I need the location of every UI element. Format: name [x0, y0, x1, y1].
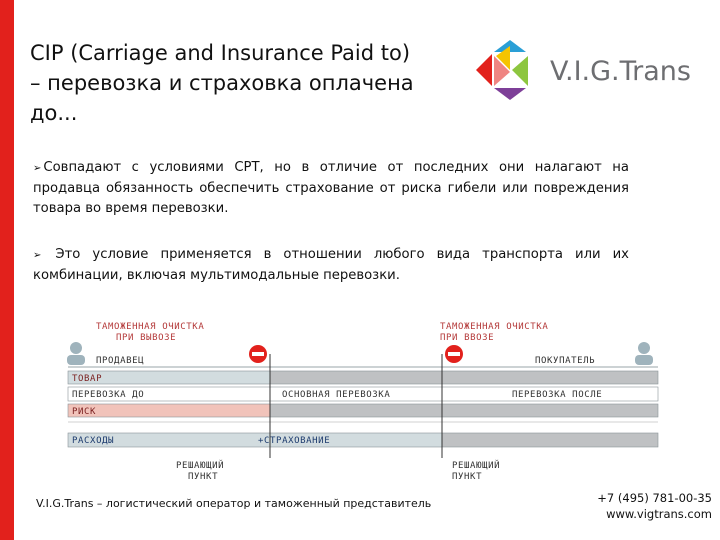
- costs-label: РАСХОДЫ: [72, 436, 115, 446]
- risk-label: РИСК: [72, 407, 97, 417]
- customs-export-marker-icon: [249, 345, 267, 363]
- risk-buyer-segment: [270, 404, 658, 417]
- customs-export-label-1: ТАМОЖЕННАЯ ОЧИСТКА: [96, 322, 205, 332]
- arrow-bullet-icon: ➢: [33, 163, 42, 174]
- title-line-3: до...: [30, 101, 78, 125]
- customs-export-label-2: ПРИ ВЫВОЗЕ: [116, 333, 177, 343]
- bullet-text-2: Это условие применяется в отношении любого вида транспорта или их комбинации, включая мультимодальные перевозки.: [33, 247, 629, 283]
- insurance-label: +СТРАХОВАНИЕ: [258, 436, 331, 446]
- customs-import-label-1: ТАМОЖЕННАЯ ОЧИСТКА: [440, 322, 549, 332]
- decision-point-right-1: РЕШАЮЩИЙ: [452, 461, 501, 471]
- logo-mark-icon: [470, 36, 550, 106]
- goods-label: ТОВАР: [72, 374, 103, 384]
- main-transport-label: ОСНОВНАЯ ПЕРЕВОЗКА: [282, 390, 391, 400]
- transport-after-label: ПЕРЕВОЗКА ПОСЛЕ: [512, 390, 603, 400]
- footer-phone: +7 (495) 781-00-35: [597, 491, 712, 505]
- decision-point-left-1: РЕШАЮЩИЙ: [176, 461, 225, 471]
- customs-import-marker-icon: [445, 345, 463, 363]
- goods-buyer-segment: [270, 371, 658, 384]
- buyer-person-icon: [635, 342, 653, 365]
- title-line-1: CIP (Carriage and Insurance Paid to): [30, 41, 411, 65]
- risk-seller-segment: [68, 404, 270, 417]
- arrow-bullet-icon: ➢: [33, 250, 42, 261]
- cip-diagram: [60, 318, 660, 500]
- company-logo: [470, 36, 700, 106]
- title-line-2: – перевозка и страховка оплачена: [30, 71, 414, 95]
- decision-point-right-2: ПУНКТ: [452, 472, 483, 482]
- bullet-text-1: Совпадают с условиями CPT, но в отличие от последних они налагают на продавца обязанность обеспечить страхование от риска гибели или повреждения товара во время перевозки.: [33, 160, 629, 216]
- seller-person-icon: [67, 342, 85, 365]
- seller-label: ПРОДАВЕЦ: [96, 356, 145, 366]
- footer-contacts: [580, 490, 712, 522]
- decision-point-left-2: ПУНКТ: [188, 472, 219, 482]
- left-accent-bar: [0, 0, 14, 540]
- footer-company: V.I.G.Trans – логистический оператор и таможенный представитель: [36, 497, 432, 510]
- logo-text: V.I.G.Trans: [550, 56, 691, 87]
- buyer-label: ПОКУПАТЕЛЬ: [535, 356, 596, 366]
- slide-title: [30, 38, 460, 128]
- transport-to-label: ПЕРЕВОЗКА ДО: [72, 390, 145, 400]
- costs-seller-segment: [68, 433, 442, 447]
- costs-buyer-segment: [442, 433, 658, 447]
- customs-import-label-2: ПРИ ВВОЗЕ: [440, 333, 495, 343]
- bullet-cpt-comparison: [33, 158, 629, 219]
- footer-website[interactable]: www.vigtrans.com: [606, 507, 712, 521]
- bullet-transport-modes: [33, 245, 629, 286]
